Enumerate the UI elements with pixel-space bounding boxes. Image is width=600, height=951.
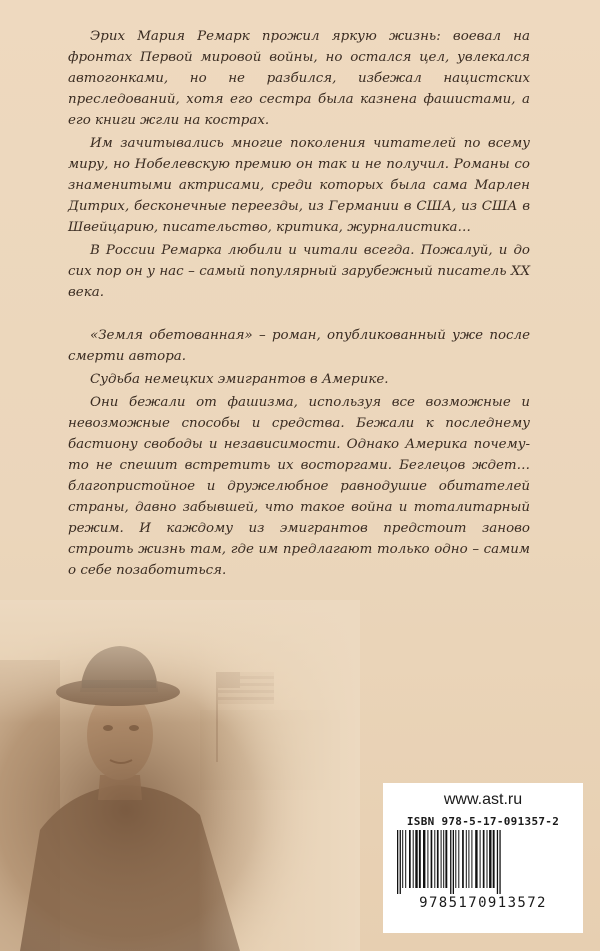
barcode-bar: [480, 830, 481, 888]
barcode-bar: [483, 830, 485, 888]
barcode-bar: [450, 830, 451, 894]
book-blurb-subtitle: Судьба немецких эмигрантов в Америке.: [90, 372, 389, 387]
barcode-bar: [415, 830, 417, 888]
barcode-bar: [397, 830, 398, 894]
isbn-label: ISBN 978-5-17-091357-2: [406, 815, 560, 828]
barcode-bar: [455, 830, 456, 888]
barcode-bar: [423, 830, 425, 888]
barcode-icon: [393, 830, 573, 894]
barcode-bar: [409, 830, 411, 888]
barcode-bar: [419, 830, 421, 888]
book-blurb-intro: «Земля обетованная» – роман, опубликованный уже после смерти автора.: [68, 328, 530, 364]
barcode-bar: [462, 830, 464, 888]
barcode-bar: [475, 830, 477, 888]
barcode-bar: [453, 830, 454, 894]
barcode-bar: [471, 830, 472, 888]
barcode-bar: [493, 830, 495, 888]
back-cover-text: [68, 26, 530, 583]
isbn-sticker: [383, 783, 583, 933]
barcode-bar: [468, 830, 469, 888]
barcode-bar: [466, 830, 467, 888]
barcode-bar: [441, 830, 442, 888]
barcode-bar: [413, 830, 414, 888]
book-blurb-body: Они бежали от фашизма, используя все возможные и невозможные способы и средства. Бежали к последнему бастиону свободы и независимости. Однако Америка почему-то не спешит встретить их восторгами. Беглецов ждет… благопристойное и дружелюбное равнодушие обитателей страны, давно забывшей, что такое война и тоталитарный режим. И каждому из эмигрантов предстоит заново строить жизнь там, где им предлагают только одно – самим о себе позаботиться.: [68, 395, 530, 578]
barcode-bar: [487, 830, 488, 888]
barcode-bar: [445, 830, 447, 888]
barcode-bar: [405, 830, 406, 888]
barcode-bar: [489, 830, 491, 888]
barcode-bar: [499, 830, 500, 894]
barcode-bar: [458, 830, 459, 888]
author-bio-paragraph-3: В России Ремарка любили и читали всегда. Пожалуй, и до сих пор он у нас – самый популярный зарубежный писатель XX века.: [68, 243, 530, 300]
barcode-bar: [497, 830, 498, 894]
cover-photo: [0, 600, 360, 951]
barcode-bar: [402, 830, 403, 888]
author-bio-paragraph-1: Эрих Мария Ремарк прожил яркую жизнь: воевал на фронтах Первой мировой войны, но остался цел, увлекался автогонками, но не разбился, избежал нацистских преследований, хотя его сестра была казнена фашистами, а его книги жгли на кострах.: [68, 29, 530, 128]
man-in-hat-photo: [0, 600, 360, 951]
publisher-website: www.ast.ru: [443, 791, 523, 808]
barcode-bar: [437, 830, 439, 888]
barcode-bar: [443, 830, 444, 888]
barcode-number: 9785170913572: [419, 895, 547, 911]
barcode-bar: [427, 830, 428, 888]
barcode-bar: [434, 830, 435, 888]
barcode-bar: [431, 830, 433, 888]
author-bio-paragraph-2: Им зачитывались многие поколения читателей по всему миру, но Нобелевскую премию он так и не получил. Романы со знаменитыми актрисами, среди которых была сама Марлен Дитрих, бесконечные переезды, из Германии в США, из США в Швейцарию, писательство, критика, журналистика…: [68, 136, 530, 235]
barcode-bar: [400, 830, 401, 894]
